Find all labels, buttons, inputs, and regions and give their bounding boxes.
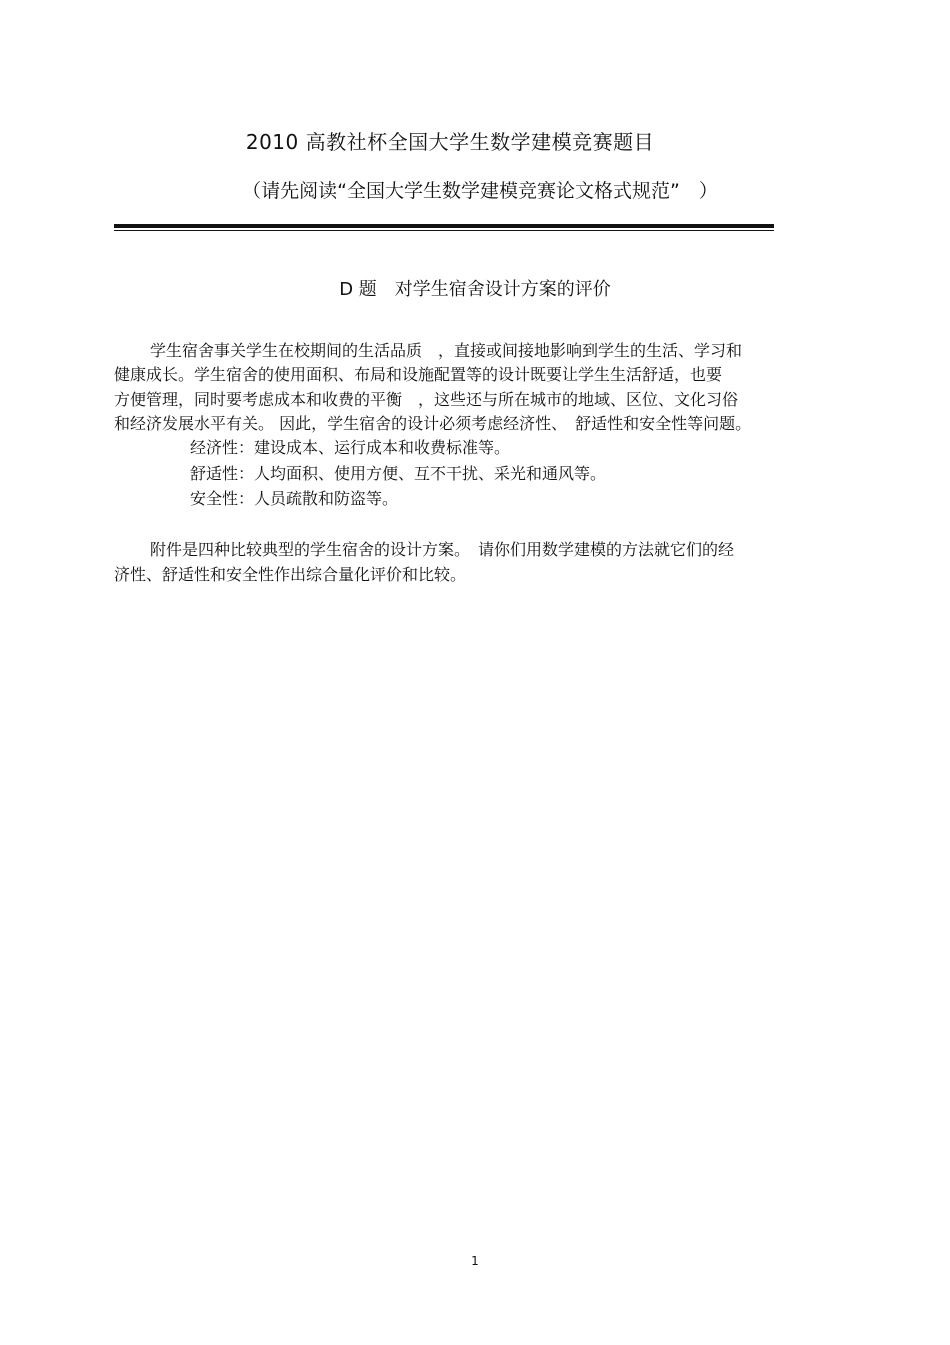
paragraph-line: 和经济发展水平有关。 因此，学生宿舍的设计必须考虑经济性、 舒适性和安全性等问题。 xyxy=(114,414,752,433)
criterion-economy: 经济性：建设成本、运行成本和收费标准等。 xyxy=(190,438,511,457)
criterion-safety: 安全性：人员疏散和防盗等。 xyxy=(190,489,399,508)
paragraph-line: 附件是四种比较典型的学生宿舍的设计方案。 请你们用数学建模的方法就它们的经 xyxy=(150,540,735,559)
document-subtitle: （请先阅读“全国大学生数学建模竞赛论文格式规范” ） xyxy=(242,180,718,202)
problem-heading: D 题 对学生宿舍设计方案的评价 xyxy=(339,279,611,300)
paragraph-line: 学生宿舍事关学生在校期间的生活品质 ，直接或间接地影响到学生的生活、学习和 xyxy=(150,341,743,360)
criterion-comfort: 舒适性：人均面积、使用方便、互不干扰、采光和通风等。 xyxy=(190,464,607,483)
paragraph-line: 健康成长。学生宿舍的使用面积、布局和设施配置等的设计既要让学生生活舒适，也要 xyxy=(114,365,723,384)
paragraph-line: 方便管理，同时要考虑成本和收费的平衡 ，这些还与所在城市的地域、区位、文化习俗 xyxy=(114,390,739,409)
header-divider-thin xyxy=(114,230,774,231)
header-divider-thick xyxy=(114,224,774,228)
paragraph-line: 济性、舒适性和安全性作出综合量化评价和比较。 xyxy=(114,565,467,584)
document-title: 2010 高教社杯全国大学生数学建模竞赛题目 xyxy=(245,130,655,154)
page-number: 1 xyxy=(471,1254,479,1268)
